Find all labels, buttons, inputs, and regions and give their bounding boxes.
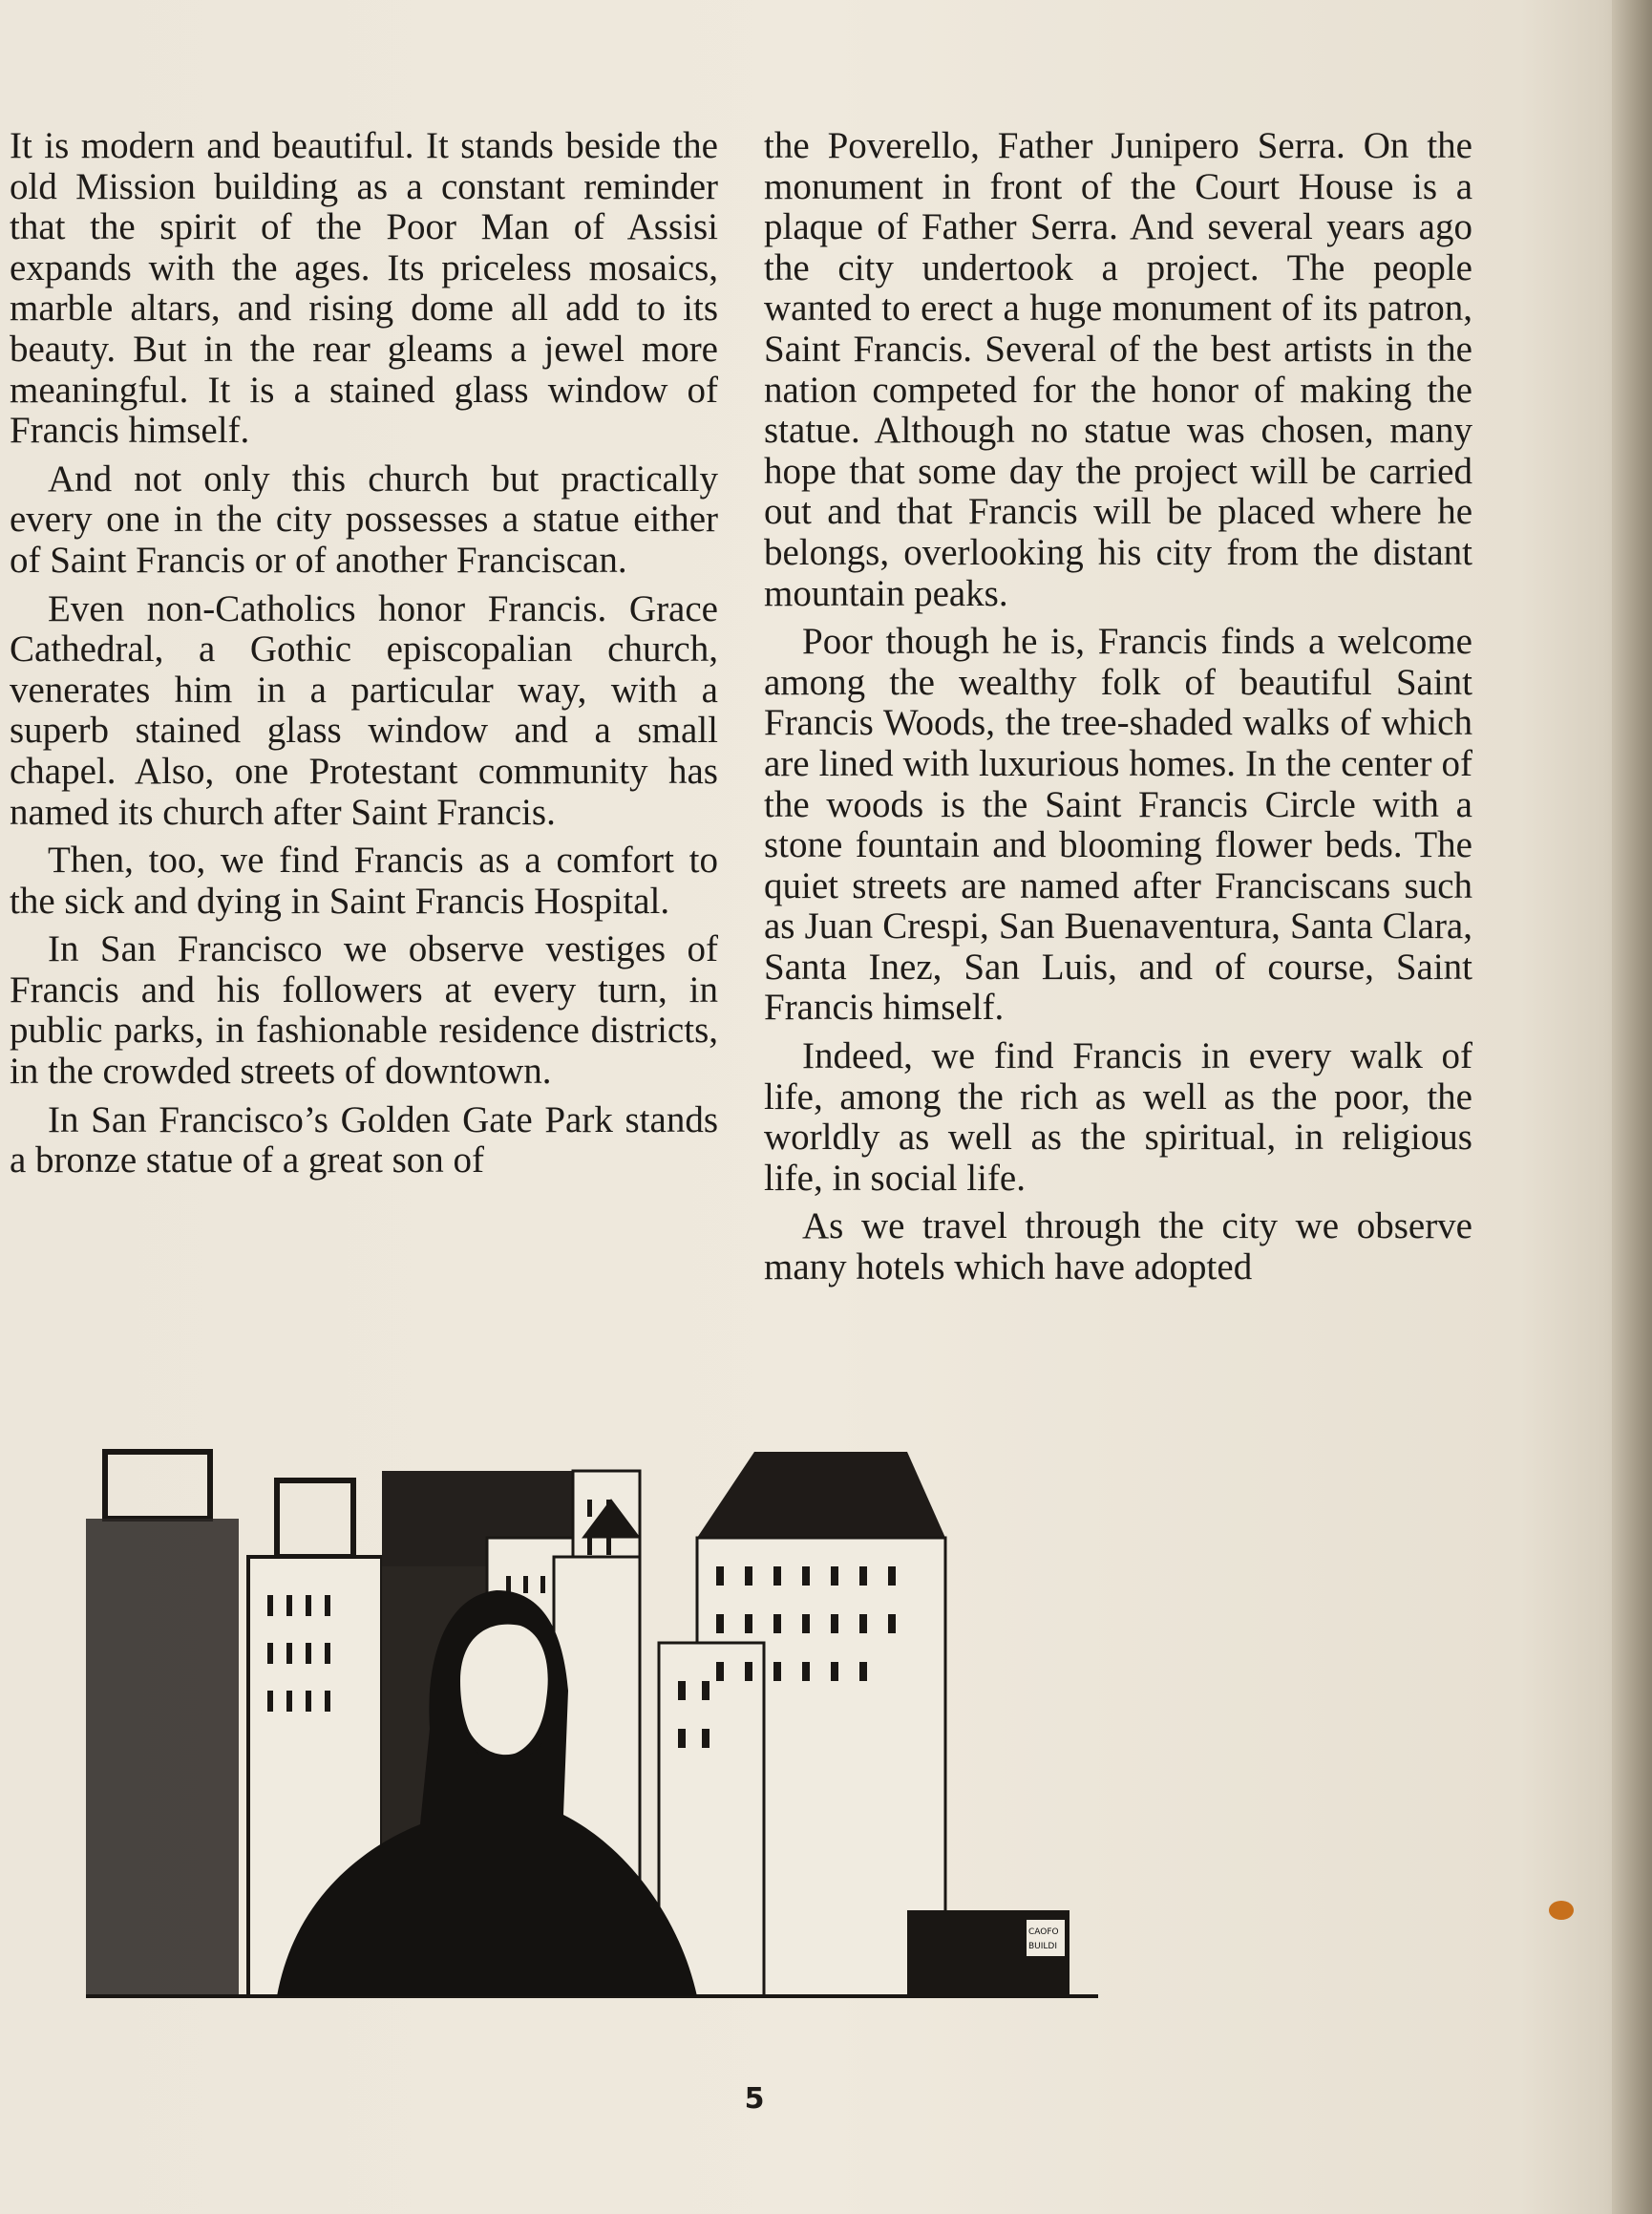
paragraph: Indeed, we find Francis in every walk of life, among the rich as well as the poor, the worldly as well as the spiritual, in religious life, in social life. [764,1035,1472,1199]
binding-gutter [1612,0,1652,2214]
paragraph: Even non-Catholics honor Francis. Grace Cathedral, a Gothic episcopalian church, venerates him in a particular way, with a superb stained glass window and a small chapel. Also, one Protestant community has named its church after Saint Francis. [10,587,718,833]
paragraph: the Poverello, Father Junipero Serra. On the monument in front of the Court House is a plaque of Father Serra. And several years ago the city undertook a project. The people wanted to erect a huge monument of its patron, Saint Francis. Several of the best artists in the nation competed for the honor of making the statue. Although no statue was chosen, many hope that some day the project will be carried out and that Francis will be placed where he belongs, overlooking his city from the distant mountain peaks. [764,125,1472,614]
left-text-column [10,126,718,1189]
paragraph: Then, too, we find Francis as a comfort to the sick and dying in Saint Francis Hospital. [10,840,718,922]
paragraph: It is modern and beautiful. It stands beside the old Mission building as a constant reminder that the spirit of the Poor Man of Assisi expands with the ages. Its priceless mosaics, marble altars, and rising dome all add to its beauty. But in the rear gleams a jewel more meaningful. It is a stained glass window of Francis himself. [10,125,718,452]
paragraph: And not only this church but practically every one in the city possesses a statue either of Saint Francis or of another Franciscan. [10,458,718,581]
building-sign-line1: CAOFO [1028,1927,1059,1937]
paper-stain [1549,1901,1574,1920]
paragraph: In San Francisco we observe vestiges of Francis and his followers at every turn, in public parks, in fashionable residence districts, in the crowded streets of downtown. [10,928,718,1093]
page-number: 5 [744,2082,765,2116]
paragraph: In San Francisco’s Golden Gate Park stands a bronze statue of a great son of [10,1098,718,1182]
right-text-column [764,126,1472,1296]
paragraph: Poor though he is, Francis finds a welcome among the wealthy folk of beautiful Saint Francis Woods, the tree-shaded walks of which are lined with luxurious homes. In the center of the woods is the Saint Francis Circle with a stone fountain and blooming flower beds. The quiet streets are named after Franciscans such as Juan Crespi, San Buenaventura, Santa Clara, Santa Inez, San Luis, and of course, Saint Francis himself. [764,621,1472,1029]
paragraph: As we travel through the city we observe many hotels which have adopted [764,1205,1472,1288]
city-skyline-with-hooded-friar-icon [86,1414,1404,2044]
city-skyline-illustration [86,1414,1404,2044]
building-sign-line2: BUILDI [1028,1942,1058,1951]
